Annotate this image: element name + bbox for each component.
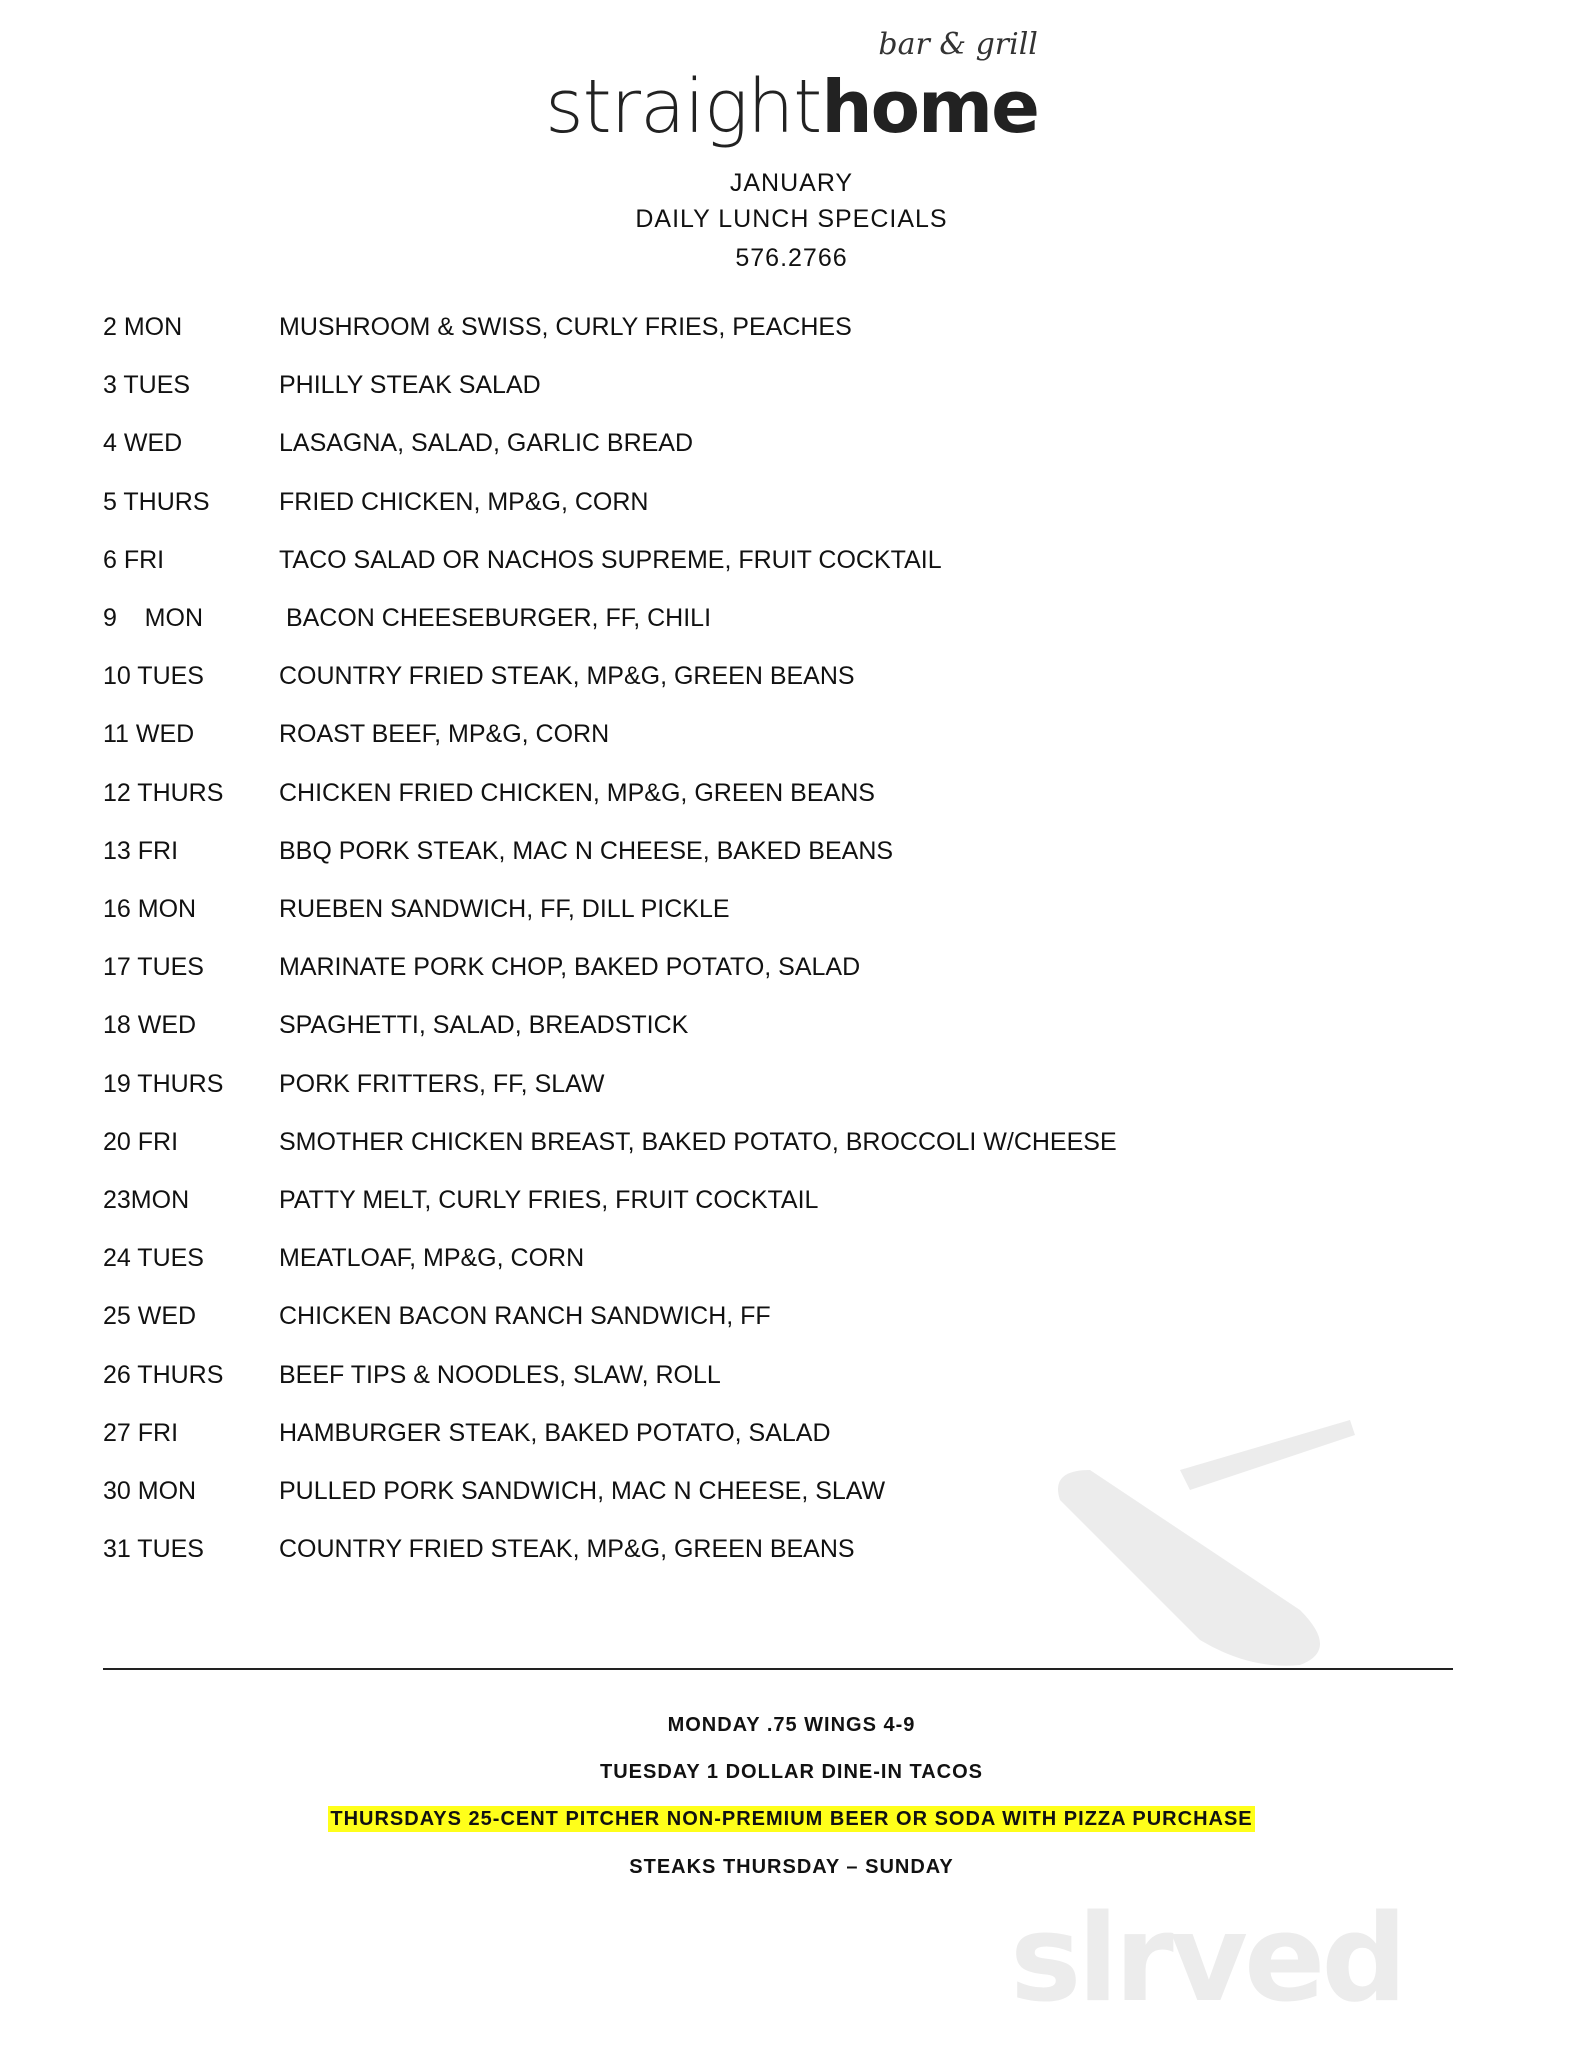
- brand-tagline: bar & grill: [878, 27, 1038, 62]
- special-dish: FRIED CHICKEN, MP&G, CORN: [279, 487, 649, 516]
- special-row: [103, 428, 693, 458]
- special-dish: HAMBURGER STEAK, BAKED POTATO, SALAD: [279, 1418, 831, 1447]
- page-title: DAILY LUNCH SPECIALS: [635, 205, 948, 233]
- special-row: [103, 836, 893, 866]
- special-day: 6 FRI: [103, 545, 165, 574]
- special-dish: SMOTHER CHICKEN BREAST, BAKED POTATO, BROCCOLI W/CHEESE: [279, 1127, 1117, 1156]
- special-day: 16 MON: [103, 895, 197, 923]
- special-row: [103, 1069, 605, 1099]
- special-dish: PORK FRITTERS, FF, SLAW: [279, 1069, 605, 1098]
- special-row: [103, 603, 711, 633]
- special-day: 26 THURS: [103, 1360, 224, 1389]
- special-day: 2 MON: [103, 313, 183, 341]
- special-day: 31 TUES: [103, 1535, 204, 1564]
- special-row: [103, 952, 860, 982]
- special-dish: MARINATE PORK CHOP, BAKED POTATO, SALAD: [279, 953, 861, 982]
- special-dish: PHILLY STEAK SALAD: [279, 371, 541, 400]
- special-dish: BBQ PORK STEAK, MAC N CHEESE, BAKED BEANS: [279, 836, 894, 865]
- special-row: [103, 1010, 688, 1040]
- special-dish: LASAGNA, SALAD, GARLIC BREAD: [279, 429, 694, 458]
- promo-text: STEAKS THURSDAY – SUNDAY: [629, 1856, 954, 1878]
- special-day: 3 TUES: [103, 371, 191, 400]
- fork-spoon-watermark-icon: [1050, 1410, 1370, 1670]
- special-row: [103, 1534, 855, 1564]
- special-day: 20 FRI: [103, 1127, 179, 1156]
- special-dish: ROAST BEEF, MP&G, CORN: [279, 720, 610, 749]
- special-day: 12 THURS: [103, 778, 224, 807]
- special-day: 23MON: [103, 1186, 190, 1214]
- special-row: [103, 778, 875, 808]
- special-dish: PULLED PORK SANDWICH, MAC N CHEESE, SLAW: [279, 1477, 886, 1505]
- special-row: [103, 1360, 721, 1390]
- promo-text: TUESDAY 1 DOLLAR DINE-IN TACOS: [600, 1761, 983, 1783]
- special-day: 18 WED: [103, 1011, 197, 1040]
- promo-monday: [0, 1712, 1583, 1738]
- promo-text: THURSDAYS 25-CENT PITCHER NON-PREMIUM BEER OR SODA WITH PIZZA PURCHASE: [330, 1808, 1253, 1830]
- month-heading: JANUARY: [729, 169, 854, 197]
- brand-name-bold: home: [821, 65, 1038, 149]
- promo-tuesday: [0, 1759, 1583, 1785]
- special-dish: MUSHROOM & SWISS, CURLY FRIES, PEACHES: [279, 313, 852, 341]
- special-row: [103, 1476, 885, 1506]
- special-row: [103, 894, 730, 924]
- special-dish: MEATLOAF, MP&G, CORN: [279, 1244, 585, 1273]
- special-dish: CHICKEN FRIED CHICKEN, MP&G, GREEN BEANS: [279, 778, 875, 807]
- special-day: 5 THURS: [103, 487, 210, 516]
- brand-logo-inner: [545, 26, 1038, 150]
- brand-name-light: straight: [545, 64, 822, 150]
- special-dish: COUNTRY FRIED STEAK, MP&G, GREEN BEANS: [279, 1535, 855, 1564]
- promo-text: MONDAY .75 WINGS 4-9: [667, 1714, 916, 1736]
- special-dish: TACO SALAD OR NACHOS SUPREME, FRUIT COCKTAIL: [279, 545, 942, 574]
- phone-number: 576.2766: [735, 244, 848, 272]
- special-day: 9 MON: [103, 604, 204, 632]
- special-dish: CHICKEN BACON RANCH SANDWICH, FF: [279, 1302, 771, 1331]
- special-day: 19 THURS: [103, 1069, 224, 1098]
- special-day: 30 MON: [103, 1477, 197, 1505]
- brand-logo: [0, 26, 1583, 150]
- special-day: 4 WED: [103, 429, 183, 458]
- special-row: [103, 1243, 584, 1273]
- special-day: 25 WED: [103, 1302, 197, 1331]
- watermark: slrved: [1010, 1890, 1404, 2029]
- special-row: [103, 719, 609, 749]
- special-dish: BACON CHEESEBURGER, FF, CHILI: [279, 604, 712, 632]
- promo-thursday-highlighted: [0, 1806, 1583, 1832]
- special-row: [103, 661, 855, 691]
- special-day: 27 FRI: [103, 1418, 179, 1447]
- special-dish: PATTY MELT, CURLY FRIES, FRUIT COCKTAIL: [279, 1186, 819, 1214]
- special-day: 11 WED: [103, 720, 195, 749]
- special-day: 24 TUES: [103, 1244, 204, 1273]
- special-day: 13 FRI: [103, 836, 179, 865]
- promo-steaks: [0, 1854, 1583, 1880]
- special-row: [103, 312, 852, 342]
- special-row: [103, 1127, 1117, 1157]
- brand-name: [545, 64, 1038, 150]
- special-row: [103, 1418, 831, 1448]
- special-row: [103, 370, 541, 400]
- special-dish: RUEBEN SANDWICH, FF, DILL PICKLE: [279, 895, 730, 923]
- special-row: [103, 1185, 818, 1215]
- special-row: [103, 487, 648, 517]
- special-row: [103, 545, 942, 575]
- special-row: [103, 1301, 771, 1331]
- special-day: 10 TUES: [103, 662, 204, 691]
- special-dish: BEEF TIPS & NOODLES, SLAW, ROLL: [279, 1360, 721, 1389]
- special-dish: SPAGHETTI, SALAD, BREADSTICK: [279, 1011, 689, 1040]
- special-day: 17 TUES: [103, 953, 204, 982]
- special-dish: COUNTRY FRIED STEAK, MP&G, GREEN BEANS: [279, 662, 855, 691]
